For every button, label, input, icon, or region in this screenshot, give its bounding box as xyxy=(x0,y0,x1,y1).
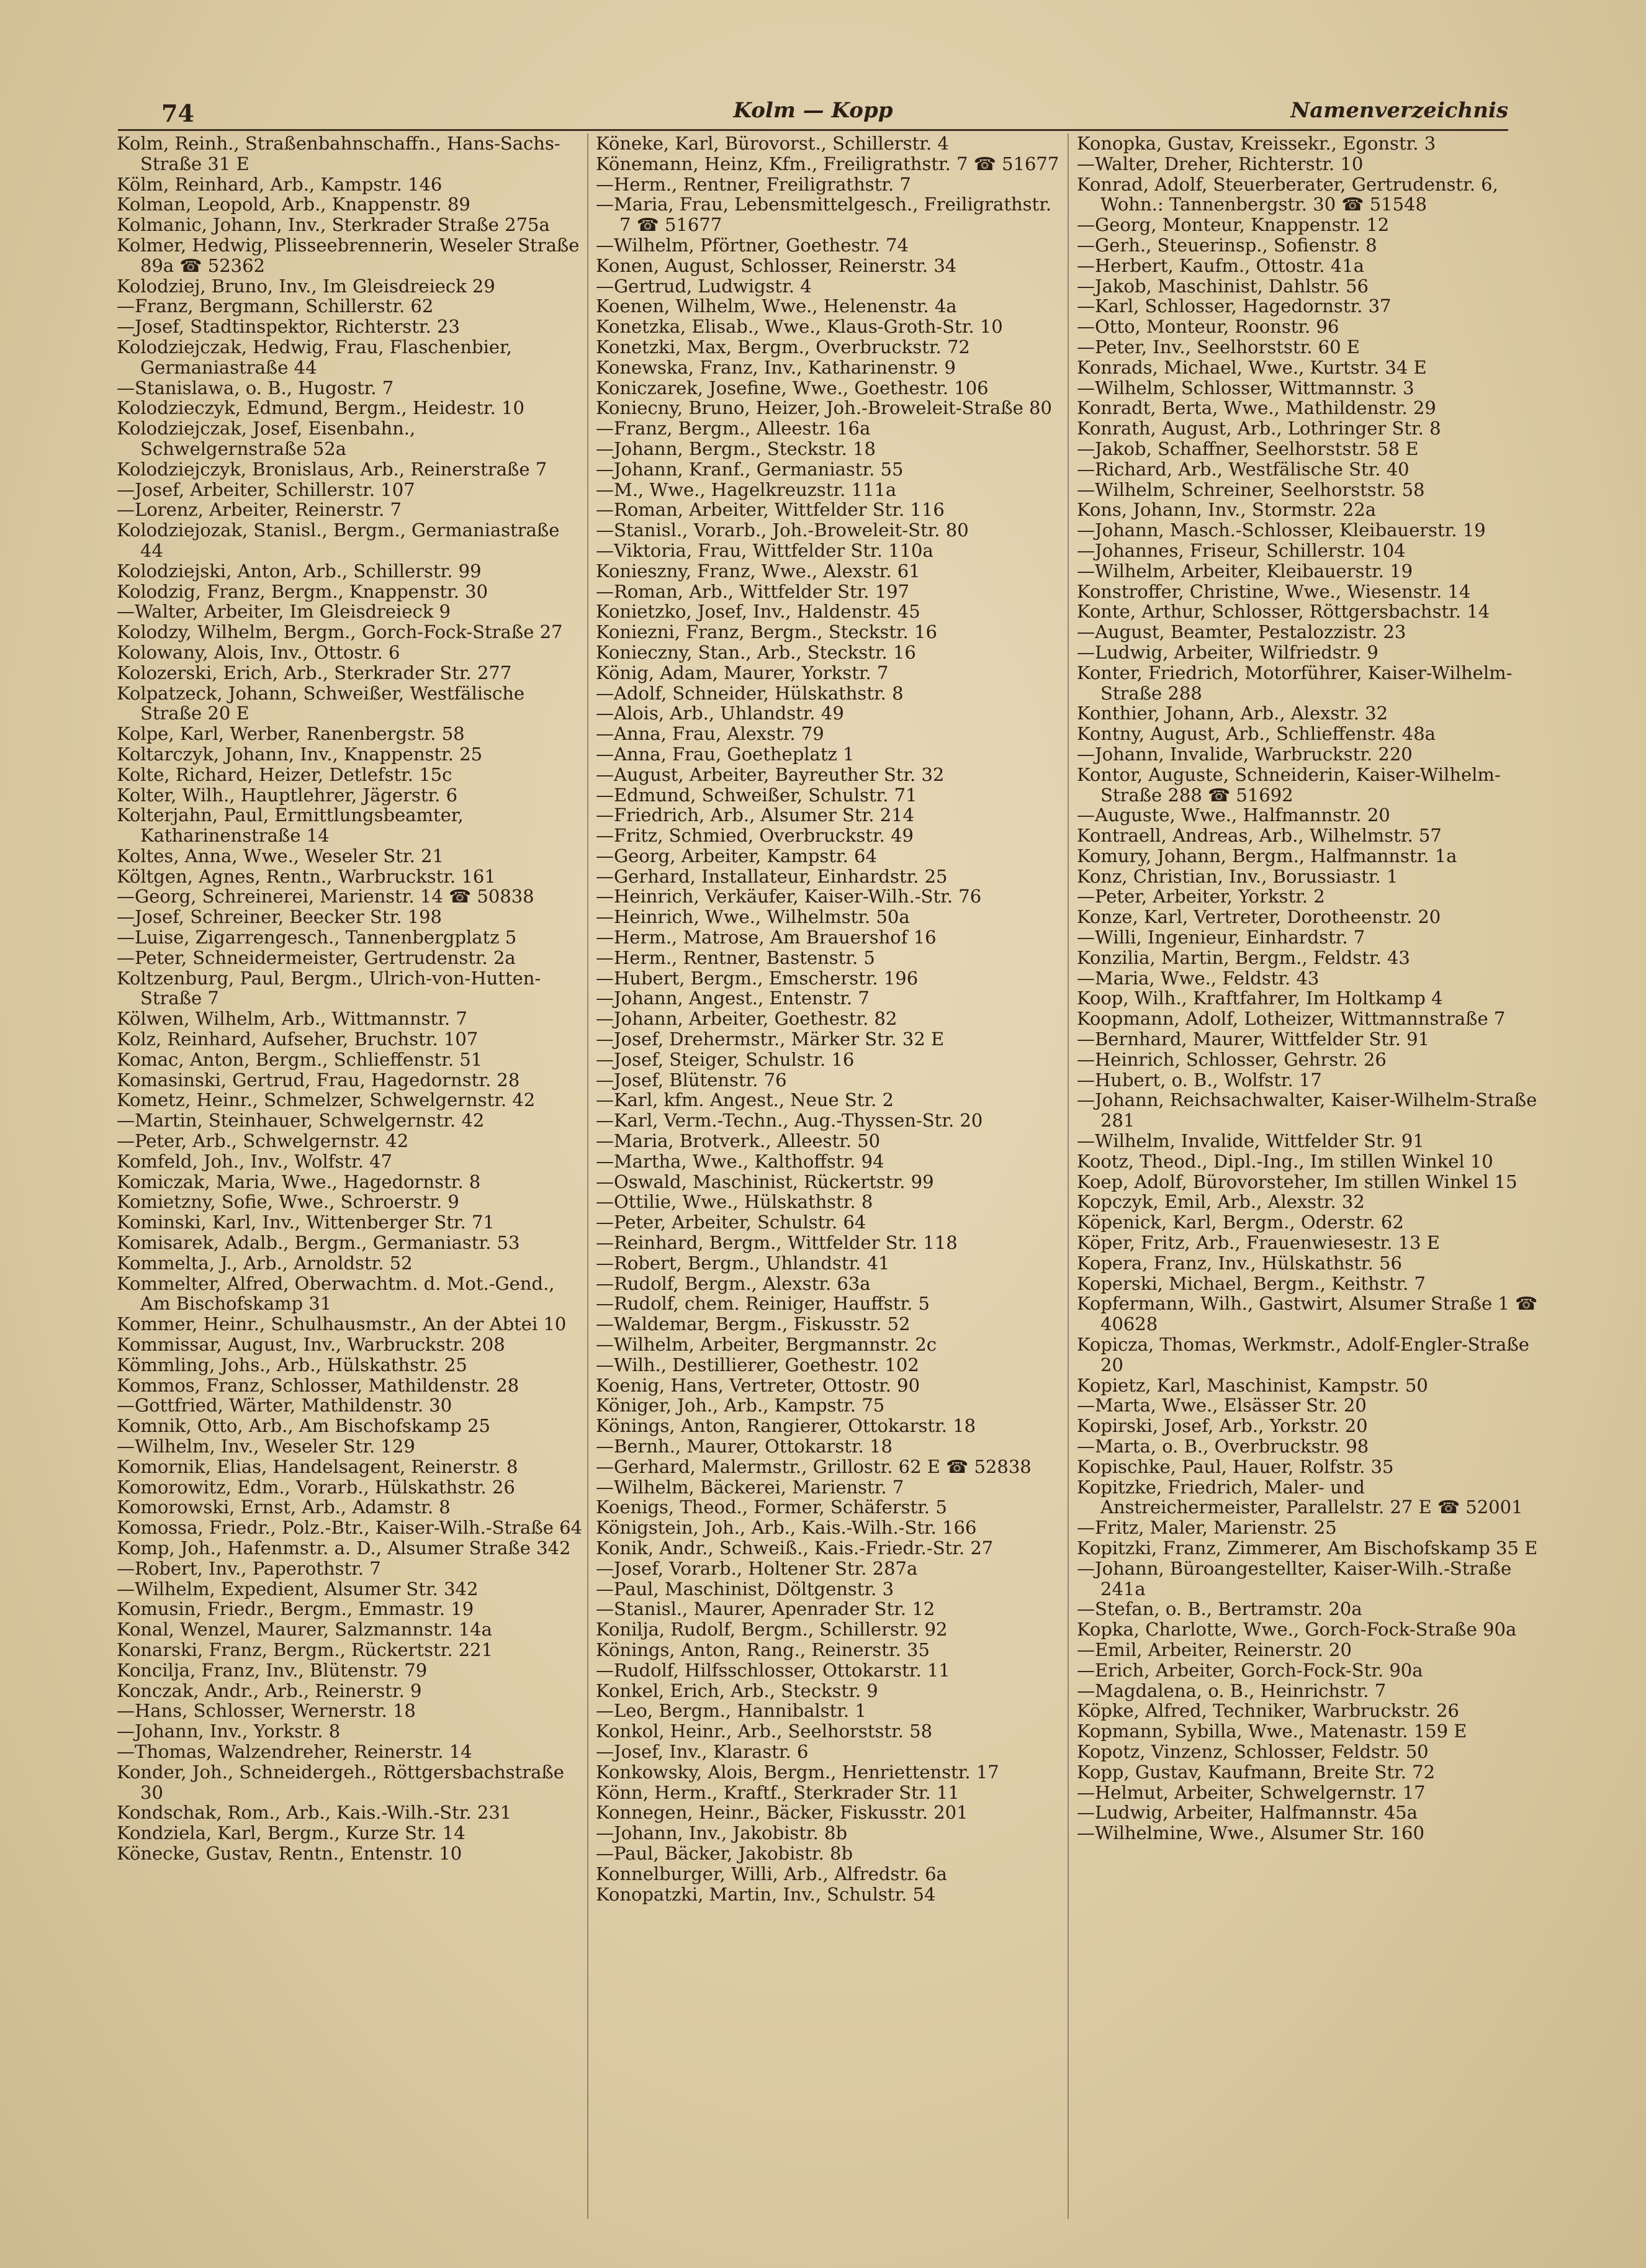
directory-entry: Kolozerski, Erich, Arb., Sterkrader Str. 277 xyxy=(117,662,512,683)
directory-entry: —Hubert, o. B., Wolfstr. 17 xyxy=(1077,1069,1322,1091)
directory-entry: Kommissar, August, Inv., Warbruckstr. 208 xyxy=(117,1334,505,1356)
directory-entry: —Viktoria, Frau, Wittfelder Str. 110a xyxy=(596,539,933,561)
directory-entry: Költgen, Agnes, Rentn., Warbruckstr. 161 xyxy=(117,865,496,887)
directory-entry: —Johann, Kranf., Germaniastr. 55 xyxy=(596,458,904,480)
directory-entry: Komorowitz, Edm., Vorarb., Hülskathstr. 26 xyxy=(117,1476,515,1498)
directory-entry: Konkowsky, Alois, Bergm., Henriettenstr. 17 xyxy=(596,1761,999,1783)
directory-entry: —Johannes, Friseur, Schillerstr. 104 xyxy=(1077,539,1406,561)
directory-entry: Kopmann, Sybilla, Wwe., Matenastr. 159 E xyxy=(1077,1721,1467,1742)
directory-entry: —Karl, Verm.-Techn., Aug.-Thyssen-Str. 20 xyxy=(596,1110,983,1132)
directory-entry: —Wilhelm, Arbeiter, Kleibauerstr. 19 xyxy=(1077,560,1413,582)
directory-entry: —Richard, Arb., Westfälische Str. 40 xyxy=(1077,458,1410,480)
directory-entry: Kontraell, Andreas, Arb., Wilhelmstr. 57 xyxy=(1077,825,1442,847)
directory-entry: Könemann, Heinz, Kfm., Freiligrathstr. 7 ☎ 51677 xyxy=(596,153,1059,174)
directory-entry: —Josef, Vorarb., Holtener Str. 287a xyxy=(596,1557,918,1579)
header-rule xyxy=(118,129,1508,131)
directory-entry: Komossa, Friedr., Polz.-Btr., Kaiser-Wilh.-Straße 64 xyxy=(117,1517,582,1539)
directory-entry: —Wilhelm, Schreiner, Seelhorststr. 58 xyxy=(1077,479,1425,500)
directory-entry: Kopka, Charlotte, Wwe., Gorch-Fock-Straße 90a xyxy=(1077,1619,1517,1640)
directory-entry: —Martin, Steinhauer, Schwelgernstr. 42 xyxy=(117,1110,485,1132)
directory-entry: —Bernh., Maurer, Ottokarstr. 18 xyxy=(596,1436,893,1457)
directory-entry: —Ottilie, Wwe., Hülskathstr. 8 xyxy=(596,1191,873,1213)
directory-entry: Komusin, Friedr., Bergm., Emmastr. 19 xyxy=(117,1598,474,1620)
directory-entry: Konkel, Erich, Arb., Steckstr. 9 xyxy=(596,1680,878,1701)
directory-entry: Kominski, Karl, Inv., Wittenberger Str. 71 xyxy=(117,1212,495,1233)
directory-entry: Kopotz, Vinzenz, Schlosser, Feldstr. 50 xyxy=(1077,1740,1429,1762)
directory-entry: —Heinrich, Verkäufer, Kaiser-Wilh.-Str. 76 xyxy=(596,886,982,907)
directory-entry: —Wilhelm, Schlosser, Wittmannstr. 3 xyxy=(1077,377,1414,398)
directory-entry: Kolodzig, Franz, Bergm., Knappenstr. 30 xyxy=(117,580,488,602)
directory-entry: —Rudolf, Bergm., Alexstr. 63a xyxy=(596,1272,871,1294)
directory-entry: —Jakob, Schaffner, Seelhorststr. 58 E xyxy=(1077,438,1419,459)
directory-entry: —Johann, Inv., Yorkstr. 8 xyxy=(117,1721,341,1742)
directory-entry: —Anna, Frau, Alexstr. 79 xyxy=(596,723,824,745)
directory-entry: —Stanisl., Maurer, Apenrader Str. 12 xyxy=(596,1598,935,1620)
directory-entry: —Maria, Frau, Lebensmittelgesch., Freiligrathstr. 7 ☎ 51677 xyxy=(596,194,1052,236)
directory-entry: —Josef, Arbeiter, Schillerstr. 107 xyxy=(117,479,415,500)
directory-entry: —Martha, Wwe., Kalthoffstr. 94 xyxy=(596,1150,884,1172)
directory-entry: Konder, Joh., Schneidergeh., Röttgersbachstraße 30 xyxy=(117,1761,564,1803)
directory-entry: —Franz, Bergmann, Schillerstr. 62 xyxy=(117,295,434,317)
directory-entry: Koltzenburg, Paul, Bergm., Ulrich-von-Hutten-Straße 7 xyxy=(117,967,541,1009)
directory-entry: —Josef, Schreiner, Beecker Str. 198 xyxy=(117,906,442,928)
directory-entry: —Helmut, Arbeiter, Schwelgernstr. 17 xyxy=(1077,1781,1426,1803)
directory-entry: —Josef, Inv., Klarastr. 6 xyxy=(596,1740,809,1762)
directory-entry: Konnegen, Heinr., Bäcker, Fiskusstr. 201 xyxy=(596,1802,968,1824)
directory-entry: —Gottfried, Wärter, Mathildenstr. 30 xyxy=(117,1395,452,1416)
directory-entry: —Maria, Wwe., Feldstr. 43 xyxy=(1077,967,1320,989)
directory-entry: Komornik, Elias, Handelsagent, Reinerstr. 8 xyxy=(117,1456,518,1477)
column-2 xyxy=(596,133,1061,2231)
directory-entry: —Friedrich, Arb., Alsumer Str. 214 xyxy=(596,804,915,826)
directory-entry: Kommos, Franz, Schlosser, Mathildenstr. 28 xyxy=(117,1374,519,1396)
directory-entry: —Luise, Zigarrengesch., Tannenbergplatz 5 xyxy=(117,927,517,948)
directory-entry: Kolz, Reinhard, Aufseher, Bruchstr. 107 xyxy=(117,1028,479,1050)
directory-entry: —Josef, Blütenstr. 76 xyxy=(596,1069,787,1091)
directory-entry: —Wilhelm, Expedient, Alsumer Str. 342 xyxy=(117,1578,479,1600)
directory-entry: Kopp, Gustav, Kaufmann, Breite Str. 72 xyxy=(1077,1761,1436,1783)
directory-entry: —Marta, o. B., Overbruckstr. 98 xyxy=(1077,1436,1369,1457)
directory-entry: —Johann, Büroangestellter, Kaiser-Wilh.-Straße 241a xyxy=(1077,1557,1512,1600)
directory-entry: Kölm, Reinhard, Arb., Kampstr. 146 xyxy=(117,173,443,195)
directory-entry: —Johann, Reichsachwalter, Kaiser-Wilhelm-Straße 281 xyxy=(1077,1089,1537,1132)
directory-entry: —Peter, Inv., Seelhorststr. 60 E xyxy=(1077,336,1360,358)
directory-entry: —Karl, Schlosser, Hagedornstr. 37 xyxy=(1077,295,1392,317)
directory-entry: Konzilia, Martin, Bergm., Feldstr. 43 xyxy=(1077,947,1410,968)
directory-entry: Konik, Andr., Schweiß., Kais.-Friedr.-Str. 27 xyxy=(596,1537,994,1559)
directory-entry: —Wilhelmine, Wwe., Alsumer Str. 160 xyxy=(1077,1822,1424,1844)
directory-entry: Kopischke, Paul, Hauer, Rolfstr. 35 xyxy=(1077,1456,1394,1477)
directory-entry: Koopmann, Adolf, Lotheizer, Wittmannstraße 7 xyxy=(1077,1008,1506,1030)
directory-entry: —Roman, Arb., Wittfelder Str. 197 xyxy=(596,580,910,602)
directory-entry: —Heinrich, Schlosser, Gehrstr. 26 xyxy=(1077,1048,1387,1070)
directory-entry: Konewska, Franz, Inv., Katharinenstr. 9 xyxy=(596,356,956,378)
directory-entry: Kolodziejski, Anton, Arb., Schillerstr. 99 xyxy=(117,560,482,582)
directory-entry: Kondziela, Karl, Bergm., Kurze Str. 14 xyxy=(117,1822,465,1844)
directory-entry: Kopirski, Josef, Arb., Yorkstr. 20 xyxy=(1077,1415,1368,1437)
directory-entry: Konrad, Adolf, Steuerberater, Gertrudenstr. 6, Wohn.: Tannenbergstr. 30 ☎ 51548 xyxy=(1077,173,1498,215)
directory-entry: —Herm., Rentner, Freiligrathstr. 7 xyxy=(596,173,911,195)
directory-entry: —Alois, Arb., Uhlandstr. 49 xyxy=(596,703,844,724)
directory-entry: Kolodziejczak, Josef, Eisenbahn., Schwelgernstraße 52a xyxy=(117,418,416,459)
directory-entry: —Johann, Masch.-Schlosser, Kleibauerstr. 19 xyxy=(1077,520,1486,541)
directory-entry: —Auguste, Wwe., Halfmannstr. 20 xyxy=(1077,804,1390,826)
column-3 xyxy=(1077,133,1542,2231)
directory-entry: Kopera, Franz, Inv., Hülskathstr. 56 xyxy=(1077,1252,1402,1274)
directory-entry: —Bernhard, Maurer, Wittfelder Str. 91 xyxy=(1077,1028,1430,1050)
directory-entry: —Stanislawa, o. B., Hugostr. 7 xyxy=(117,377,394,398)
directory-entry: —Georg, Monteur, Knappenstr. 12 xyxy=(1077,214,1390,236)
name-range: Kolm — Kopp xyxy=(733,98,893,123)
directory-entry: Kopitzki, Franz, Zimmerer, Am Bischofskamp 35 E xyxy=(1077,1537,1538,1559)
directory-entry: —Herm., Rentner, Bastenstr. 5 xyxy=(596,947,875,968)
directory-entry: —Reinhard, Bergm., Wittfelder Str. 118 xyxy=(596,1232,958,1254)
directory-entry: Konstroffer, Christine, Wwe., Wiesenstr. 14 xyxy=(1077,580,1471,602)
directory-entry: —Karl, kfm. Angest., Neue Str. 2 xyxy=(596,1089,894,1111)
page-header xyxy=(118,93,1508,130)
directory-entry: Koenig, Hans, Vertreter, Ottostr. 90 xyxy=(596,1374,920,1396)
section-title: Namenverzeichnis xyxy=(1290,98,1508,123)
directory-entry: Koop, Wilh., Kraftfahrer, Im Holtkamp 4 xyxy=(1077,988,1443,1009)
directory-entry: Koperski, Michael, Bergm., Keithstr. 7 xyxy=(1077,1272,1426,1294)
page-number: 74 xyxy=(161,99,194,127)
directory-entry: Kolman, Leopold, Arb., Knappenstr. 89 xyxy=(117,194,470,215)
directory-entry: Koenigs, Theod., Former, Schäferstr. 5 xyxy=(596,1496,947,1518)
directory-entry: Koniecny, Bruno, Heizer, Joh.-Broweleit-Straße 80 xyxy=(596,397,1052,419)
directory-entry: Koniczarek, Josefine, Wwe., Goethestr. 106 xyxy=(596,377,989,398)
directory-entry: —Gertrud, Ludwigstr. 4 xyxy=(596,275,812,297)
directory-entry: —Wilhelm, Arbeiter, Bergmannstr. 2c xyxy=(596,1334,937,1356)
directory-entry: Konnelburger, Willi, Arb., Alfredstr. 6a xyxy=(596,1863,947,1884)
directory-entry: Koltarczyk, Johann, Inv., Knappenstr. 25 xyxy=(117,743,483,765)
directory-entry: Kolmanic, Johann, Inv., Sterkrader Straße 275a xyxy=(117,214,550,236)
directory-entry: Kopitzke, Friedrich, Maler- und Anstreichermeister, Parallelstr. 27 E ☎ 52001 xyxy=(1077,1476,1523,1518)
directory-entry: —M., Wwe., Hagelkreuzstr. 111a xyxy=(596,479,897,500)
directory-entry: Konczak, Andr., Arb., Reinerstr. 9 xyxy=(117,1680,422,1701)
directory-entry: Kolpatzeck, Johann, Schweißer, Westfälische Straße 20 E xyxy=(117,682,525,724)
directory-entry: Kolterjahn, Paul, Ermittlungsbeamter, Katharinenstraße 14 xyxy=(117,804,464,847)
directory-entry: —August, Beamter, Pestalozzistr. 23 xyxy=(1077,621,1406,643)
directory-entry: Kolowany, Alois, Inv., Ottostr. 6 xyxy=(117,641,400,663)
directory-entry: —Ludwig, Arbeiter, Wilfriedstr. 9 xyxy=(1077,641,1378,663)
directory-entry: —Stanisl., Vorarb., Joh.-Broweleit-Str. 80 xyxy=(596,520,969,541)
directory-entry: —Marta, Wwe., Elsässer Str. 20 xyxy=(1077,1395,1367,1416)
directory-entry: Könecke, Gustav, Rentn., Entenstr. 10 xyxy=(117,1842,462,1864)
directory-entry: —Herm., Matrose, Am Brauershof 16 xyxy=(596,927,937,948)
directory-entry: Könings, Anton, Rangierer, Ottokarstr. 18 xyxy=(596,1415,976,1437)
directory-entry: Kootz, Theod., Dipl.-Ing., Im stillen Winkel 10 xyxy=(1077,1150,1493,1172)
directory-entry: —Josef, Drehermstr., Märker Str. 32 E xyxy=(596,1028,945,1050)
directory-entry: —Ludwig, Arbeiter, Halfmannstr. 45a xyxy=(1077,1802,1418,1824)
directory-entry: —Herbert, Kaufm., Ottostr. 41a xyxy=(1077,254,1364,276)
directory-entry: —Josef, Steiger, Schulstr. 16 xyxy=(596,1048,855,1070)
directory-entry: —Johann, Arbeiter, Goethestr. 82 xyxy=(596,1008,897,1030)
directory-entry: —Waldemar, Bergm., Fiskusstr. 52 xyxy=(596,1313,911,1335)
directory-entry: Konte, Arthur, Schlosser, Röttgersbachstr. 14 xyxy=(1077,601,1490,623)
directory-entry: Konze, Karl, Vertreter, Dorotheenstr. 20 xyxy=(1077,906,1441,928)
directory-entry: Konetzki, Max, Bergm., Overbruckstr. 72 xyxy=(596,336,970,358)
directory-entry: —Walter, Dreher, Richterstr. 10 xyxy=(1077,153,1364,174)
directory-entry: —Gerhard, Malermstr., Grillostr. 62 E ☎ 52838 xyxy=(596,1456,1032,1477)
directory-entry: —Lorenz, Arbeiter, Reinerstr. 7 xyxy=(117,499,402,521)
directory-entry: Kometz, Heinr., Schmelzer, Schwelgernstr. 42 xyxy=(117,1089,536,1111)
directory-entry: Köpke, Alfred, Techniker, Warbruckstr. 26 xyxy=(1077,1700,1459,1722)
directory-entry: Konilja, Rudolf, Bergm., Schillerstr. 92 xyxy=(596,1619,948,1640)
directory-entry: Königstein, Joh., Arb., Kais.-Wilh.-Str. 166 xyxy=(596,1517,977,1539)
directory-entry: —Oswald, Maschinist, Rückertstr. 99 xyxy=(596,1171,934,1192)
directory-entry: Kontny, August, Arb., Schlieffenstr. 48a xyxy=(1077,723,1436,745)
directory-entry: —Johann, Inv., Jakobistr. 8b xyxy=(596,1822,848,1844)
directory-entry: —Adolf, Schneider, Hülskathstr. 8 xyxy=(596,682,904,704)
directory-entry: Komp, Joh., Hafenmstr. a. D., Alsumer Straße 342 xyxy=(117,1537,571,1559)
directory-entry: Koltes, Anna, Wwe., Weseler Str. 21 xyxy=(117,845,444,866)
directory-entry: —Peter, Arbeiter, Schulstr. 64 xyxy=(596,1212,866,1233)
directory-entry: —Erich, Arbeiter, Gorch-Fock-Str. 90a xyxy=(1077,1659,1423,1681)
directory-entry: Kopicza, Thomas, Werkmstr., Adolf-Engler-Straße 20 xyxy=(1077,1334,1529,1375)
column-divider xyxy=(1068,133,1069,2219)
directory-entry: Kolte, Richard, Heizer, Detlefstr. 15c xyxy=(117,763,452,785)
directory-entry: Konradt, Berta, Wwe., Mathildenstr. 29 xyxy=(1077,397,1436,419)
directory-entry: Kolodziej, Bruno, Inv., Im Gleisdreieck 29 xyxy=(117,275,495,297)
directory-entry: —Wilhelm, Invalide, Wittfelder Str. 91 xyxy=(1077,1130,1424,1152)
directory-entry: Konkol, Heinr., Arb., Seelhorststr. 58 xyxy=(596,1721,933,1742)
directory-entry: Kömmling, Johs., Arb., Hülskathstr. 25 xyxy=(117,1354,467,1375)
directory-entry: Kopczyk, Emil, Arb., Alexstr. 32 xyxy=(1077,1191,1365,1213)
directory-entry: —Stefan, o. B., Bertramstr. 20a xyxy=(1077,1598,1362,1620)
directory-entry: —Walter, Arbeiter, Im Gleisdreieck 9 xyxy=(117,601,451,623)
directory-entry: —Fritz, Maler, Marienstr. 25 xyxy=(1077,1517,1337,1539)
directory-entry: —Paul, Maschinist, Döltgenstr. 3 xyxy=(596,1578,894,1600)
directory-entry: —Paul, Bäcker, Jakobistr. 8b xyxy=(596,1842,853,1864)
directory-entry: Komorowski, Ernst, Arb., Adamstr. 8 xyxy=(117,1496,451,1518)
directory-entry: —Thomas, Walzendreher, Reinerstr. 14 xyxy=(117,1740,472,1762)
directory-entry: Kölwen, Wilhelm, Arb., Wittmannstr. 7 xyxy=(117,1008,467,1030)
directory-entry: —Peter, Schneidermeister, Gertrudenstr. 2a xyxy=(117,947,516,968)
directory-entry: Konrads, Michael, Wwe., Kurtstr. 34 E xyxy=(1077,356,1427,378)
directory-entry: —Wilhelm, Pförtner, Goethestr. 74 xyxy=(596,234,909,256)
directory-entry: Kolm, Reinh., Straßenbahnschaffn., Hans-Sachs-Straße 31 E xyxy=(117,133,560,174)
directory-entry: Konieczny, Stan., Arb., Steckstr. 16 xyxy=(596,641,916,663)
directory-entry: —Robert, Inv., Paperothstr. 7 xyxy=(117,1557,381,1579)
directory-entry: —Edmund, Schweißer, Schulstr. 71 xyxy=(596,784,917,806)
directory-entry: Koep, Adolf, Bürovorsteher, Im stillen Winkel 15 xyxy=(1077,1171,1518,1192)
directory-entry: —Leo, Bergm., Hannibalstr. 1 xyxy=(596,1700,866,1722)
directory-entry: —Georg, Schreinerei, Marienstr. 14 ☎ 50838 xyxy=(117,886,534,907)
directory-entry: —Rudolf, Hilfsschlosser, Ottokarstr. 11 xyxy=(596,1659,950,1681)
directory-entry: Komnik, Otto, Arb., Am Bischofskamp 25 xyxy=(117,1415,490,1437)
directory-entry: —Johann, Bergm., Steckstr. 18 xyxy=(596,438,876,459)
directory-entry: Komasinski, Gertrud, Frau, Hagedornstr. 28 xyxy=(117,1069,520,1091)
directory-entry: —Anna, Frau, Goetheplatz 1 xyxy=(596,743,855,765)
directory-entry: —Peter, Arb., Schwelgernstr. 42 xyxy=(117,1130,409,1152)
directory-entry: Komiczak, Maria, Wwe., Hagedornstr. 8 xyxy=(117,1171,481,1192)
directory-entry: Konieszny, Franz, Wwe., Alexstr. 61 xyxy=(596,560,920,582)
directory-entry: —Wilhelm, Bäckerei, Marienstr. 7 xyxy=(596,1476,904,1498)
directory-entry: —Gerhard, Installateur, Einhardstr. 25 xyxy=(596,865,948,887)
directory-entry: Kommer, Heinr., Schulhausmstr., An der Abtei 10 xyxy=(117,1313,567,1335)
directory-entry: Kontor, Auguste, Schneiderin, Kaiser-Wilhelm-Straße 288 ☎ 51692 xyxy=(1077,763,1501,806)
directory-entry: —Fritz, Schmied, Overbruckstr. 49 xyxy=(596,825,914,847)
directory-entry: Konopka, Gustav, Kreissekr., Egonstr. 3 xyxy=(1077,133,1436,154)
directory-entry: Kommelter, Alfred, Oberwachtm. d. Mot.-Gend., Am Bischofskamp 31 xyxy=(117,1272,555,1315)
directory-entry: Kolmer, Hedwig, Plisseebrennerin, Weseler Straße 89a ☎ 52362 xyxy=(117,234,580,276)
directory-entry: —Josef, Stadtinspektor, Richterstr. 23 xyxy=(117,316,460,338)
directory-entry: Könings, Anton, Rang., Reinerstr. 35 xyxy=(596,1639,930,1660)
directory-entry: —Heinrich, Wwe., Wilhelmstr. 50a xyxy=(596,906,910,928)
directory-entry: Kolodziejczyk, Bronislaus, Arb., Reinerstraße 7 xyxy=(117,458,547,480)
directory-entry: —Peter, Arbeiter, Yorkstr. 2 xyxy=(1077,886,1325,907)
directory-entry: Kolodzieczyk, Edmund, Bergm., Heidestr. 10 xyxy=(117,397,524,419)
directory-entry: —Otto, Monteur, Roonstr. 96 xyxy=(1077,316,1339,338)
directory-entry: —Roman, Arbeiter, Wittfelder Str. 116 xyxy=(596,499,945,521)
directory-entry: Komisarek, Adalb., Bergm., Germaniastr. 53 xyxy=(117,1232,520,1254)
directory-entry: Kolodziejozak, Stanisl., Bergm., Germaniastraße 44 xyxy=(117,520,560,561)
directory-entry: Komury, Johann, Bergm., Halfmannstr. 1a xyxy=(1077,845,1457,866)
directory-entry: Konz, Christian, Inv., Borussiastr. 1 xyxy=(1077,865,1398,887)
directory-entry: —Hans, Schlosser, Wernerstr. 18 xyxy=(117,1700,416,1722)
directory-entry: —Wilh., Destillierer, Goethestr. 102 xyxy=(596,1354,919,1375)
directory-entry: Köneke, Karl, Bürovorst., Schillerstr. 4 xyxy=(596,133,949,154)
directory-entry: Komfeld, Joh., Inv., Wolfstr. 47 xyxy=(117,1150,393,1172)
directory-entry: —Johann, Angest., Entenstr. 7 xyxy=(596,988,870,1009)
directory-entry: Kolodziejczak, Hedwig, Frau, Flaschenbier, Germaniastraße 44 xyxy=(117,336,512,378)
directory-entry: —Robert, Bergm., Uhlandstr. 41 xyxy=(596,1252,890,1274)
directory-entry: Konarski, Franz, Bergm., Rückertstr. 221 xyxy=(117,1639,493,1660)
directory-entry: Konthier, Johann, Arb., Alexstr. 32 xyxy=(1077,703,1388,724)
directory-entry: Kondschak, Rom., Arb., Kais.-Wilh.-Str. 231 xyxy=(117,1802,512,1824)
directory-entry: —Willi, Ingenieur, Einhardstr. 7 xyxy=(1077,927,1365,948)
directory-entry: Konrath, August, Arb., Lothringer Str. 8 xyxy=(1077,418,1441,439)
directory-entry: —Franz, Bergm., Alleestr. 16a xyxy=(596,418,871,439)
directory-entry: Kommelta, J., Arb., Arnoldstr. 52 xyxy=(117,1252,413,1274)
directory-entry: Komac, Anton, Bergm., Schlieffenstr. 51 xyxy=(117,1048,483,1070)
directory-entry: —Georg, Arbeiter, Kampstr. 64 xyxy=(596,845,877,866)
directory-entry: Königer, Joh., Arb., Kampstr. 75 xyxy=(596,1395,885,1416)
directory-entry: Köpenick, Karl, Bergm., Oderstr. 62 xyxy=(1077,1212,1404,1233)
directory-entry: Kopietz, Karl, Maschinist, Kampstr. 50 xyxy=(1077,1374,1428,1396)
directory-entry: Koenen, Wilhelm, Wwe., Helenenstr. 4a xyxy=(596,295,957,317)
directory-entry: Konetzka, Elisab., Wwe., Klaus-Groth-Str. 10 xyxy=(596,316,1003,338)
directory-entry: —Rudolf, chem. Reiniger, Hauffstr. 5 xyxy=(596,1293,930,1315)
directory-entry: Koncilja, Franz, Inv., Blütenstr. 79 xyxy=(117,1659,428,1681)
column-divider xyxy=(587,133,588,2219)
directory-entry: —Hubert, Bergm., Emscherstr. 196 xyxy=(596,967,919,989)
directory-entry: —August, Arbeiter, Bayreuther Str. 32 xyxy=(596,763,945,785)
directory-entry: —Gerh., Steuerinsp., Sofienstr. 8 xyxy=(1077,234,1377,256)
directory-entry: König, Adam, Maurer, Yorkstr. 7 xyxy=(596,662,889,683)
directory-entry: Könn, Herm., Kraftf., Sterkrader Str. 11 xyxy=(596,1781,960,1803)
column-1 xyxy=(117,133,582,2231)
directory-entry: Komietzny, Sofie, Wwe., Schroerstr. 9 xyxy=(117,1191,459,1213)
directory-entry: —Johann, Invalide, Warbruckstr. 220 xyxy=(1077,743,1413,765)
directory-entry: Konen, August, Schlosser, Reinerstr. 34 xyxy=(596,254,957,276)
directory-entry: Konal, Wenzel, Maurer, Salzmannstr. 14a xyxy=(117,1619,492,1640)
directory-entry: Kolodzy, Wilhelm, Bergm., Gorch-Fock-Straße 27 xyxy=(117,621,563,643)
directory-entry: —Emil, Arbeiter, Reinerstr. 20 xyxy=(1077,1639,1352,1660)
directory-entry: Kons, Johann, Inv., Stormstr. 22a xyxy=(1077,499,1377,521)
directory-entry: Köper, Fritz, Arb., Frauenwiesestr. 13 E xyxy=(1077,1232,1440,1254)
directory-entry: Kolter, Wilh., Hauptlehrer, Jägerstr. 6 xyxy=(117,784,458,806)
directory-entry: Konietzko, Josef, Inv., Haldenstr. 45 xyxy=(596,601,920,623)
directory-entry: Konter, Friedrich, Motorführer, Kaiser-Wilhelm-Straße 288 xyxy=(1077,662,1513,704)
directory-entry: Konopatzki, Martin, Inv., Schulstr. 54 xyxy=(596,1883,936,1905)
directory-entry: —Maria, Brotverk., Alleestr. 50 xyxy=(596,1130,881,1152)
directory-entry: Koniezni, Franz, Bergm., Steckstr. 16 xyxy=(596,621,937,643)
directory-entry: —Magdalena, o. B., Heinrichstr. 7 xyxy=(1077,1680,1387,1701)
directory-entry: —Wilhelm, Inv., Weseler Str. 129 xyxy=(117,1436,415,1457)
directory-entry: Kopfermann, Wilh., Gastwirt, Alsumer Straße 1 ☎ 40628 xyxy=(1077,1293,1538,1335)
directory-entry: —Jakob, Maschinist, Dahlstr. 56 xyxy=(1077,275,1369,297)
directory-entry: Kolpe, Karl, Werber, Ranenbergstr. 58 xyxy=(117,723,465,745)
